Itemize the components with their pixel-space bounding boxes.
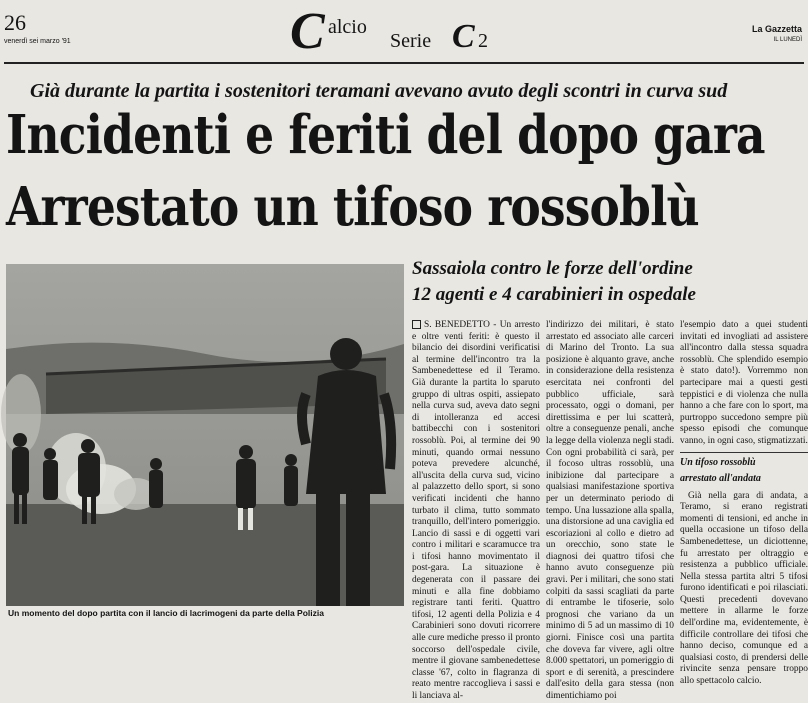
column-1-text: - Un arresto e oltre venti feriti: è questo il bilancio dei disordini verificatisi al termine dell'incontro tra la Sambenedettese ed il Teramo. Già durante la partita lo sparuto gruppo di ultras ospiti, assiepato nella curva sud, aveva dato segni di intolleranza ed accesi battibecchi con i sostenitori rossoblù. Poi, al termine dei 90 minuti, quando ormai nessuno poteva prevedere alcunché, all'uscita della curva sud, vicino al palazzetto dello sport, si sono verificati incidenti che hanno turbato il clima, tutto sommato tranquillo, dell'intero pomeriggio. Lancio di sassi e di oggetti vari contro i militari e scaramucce tra i tifosi hanno movimentato il post-gara. La situazione è degenerata con il passare dei minuti e alla fine dobbiamo registrare tanti feriti. Quattro tifosi, 12 agenti della Polizia e 4 Carabinieri sono dovuti ricorrere alle cure mediche presso il pronto soccorso dell'ospedale civile, mentre il giovane sambenedettese classe '67, colto in flagranza di reato mentre raccoglieva i sassi e li lanciava al- <box>412 320 540 701</box>
article-photo <box>6 264 404 606</box>
kicker: Già durante la partita i sostenitori teramani avevano avuto degli scontri in curva sud <box>30 80 728 102</box>
serie-number: 2 <box>478 30 488 52</box>
column-3-text-2: Già nella gara di andata, a Teramo, si erano registrati momenti di tensioni, ed anche in quella occasione un tifoso della Sambenedettese, un diciottenne, fu arrestato per oltraggio e resistenza a pubblico ufficiale. Nella stessa partita altri 5 tifosi furono identificati e poi rilasciati. Questi precedenti dovevano mettere in allarme le forze dell'ordine ma, evidentemente, è difficile controllare dei tifosi che hanno deciso, comunque ed a qualsiasi costo, di prendersi delle rivincite senza pensare troppo allo spettacolo calcio. <box>680 490 808 687</box>
article-dateline: S. BENEDETTO <box>424 320 490 330</box>
photo-scene <box>6 264 404 606</box>
subhead-2: 12 agenti e 4 carabinieri in ospedale <box>412 284 696 305</box>
section-initial: C <box>290 3 325 60</box>
text-column-1 <box>412 320 540 701</box>
header-rule <box>4 62 804 64</box>
headline-1: Incidenti e feriti del dopo gara <box>6 104 765 166</box>
square-bullet-icon <box>412 320 421 329</box>
column-2-text: l'indirizzo dei militari, è stato arrestato ed associato alle carceri di Marino del Tronto. La sua posizione è alquanto grave, anche in considerazione della resistenza esercitata nei confronti del pubblico ufficiale, sarà processato, oggi o domani, per direttissima e per lui scatterà, oltre a conseguenze penali, anche la legge della violenza negli stadi. Con ogni probabilità ci sarà, per il focoso ultras rossoblù, una inibizione dal partecipare a qualsiasi manifestazione sportiva per un determinato periodo di tempo. Una lussazione alla spalla, una distorsione ad una caviglia ed escoriazioni al collo e dietro ad un orecchio, sono state le diagnosi dei quattro tifosi che hanno avuto conseguenze più gravi. Per i militari, che sono stati colpiti da sassi scagliati da parte di entrambe le tifoserie, solo prognosi che variano da un minimo di 5 ad un massimo di 10 giorni. Finisce così una partita che doveva far vivere, agli oltre 8.000 spettatori, un pomeriggio di sport e di serenità, a prescindere dall'esito della gara stessa (non dimentichiamo poi <box>546 320 674 701</box>
box-subhead-2: arrestato all'andata <box>680 472 761 484</box>
dateline: venerdì sei marzo '91 <box>4 38 71 45</box>
column-3-text: l'esempio dato a quei studenti invitati ed invogliati ad assistere all'incontro dalla stessa squadra rossoblù. Che splendido esempio è stato dato!). Vorremmo non partecipare mai a questi gesti teppistici e di violenza che nulla hanno a che fare con lo sport, ma purtroppo succedono sempre più spesso episodi che comunque vanno, in ogni caso, stigmatizzati. <box>680 320 808 446</box>
subhead-1: Sassaiola contro le forze dell'ordine <box>412 258 693 279</box>
paper-subtitle: IL LUNEDÌ <box>773 37 802 43</box>
text-column-2 <box>546 320 674 701</box>
box-subhead-1: Un tifoso rossoblù <box>680 452 808 469</box>
text-column-3 <box>680 320 808 687</box>
section-word: alcio <box>328 16 367 38</box>
serie-label: Serie <box>390 30 432 52</box>
serie-initial: C <box>452 18 475 55</box>
photo-caption: Un momento del dopo partita con il lancio di lacrimogeni da parte della Polizia <box>8 608 324 618</box>
page-number: 26 <box>4 10 26 35</box>
headline-2: Arrestato un tifoso rossoblù <box>6 176 699 238</box>
paper-name: La Gazzetta <box>751 24 802 34</box>
